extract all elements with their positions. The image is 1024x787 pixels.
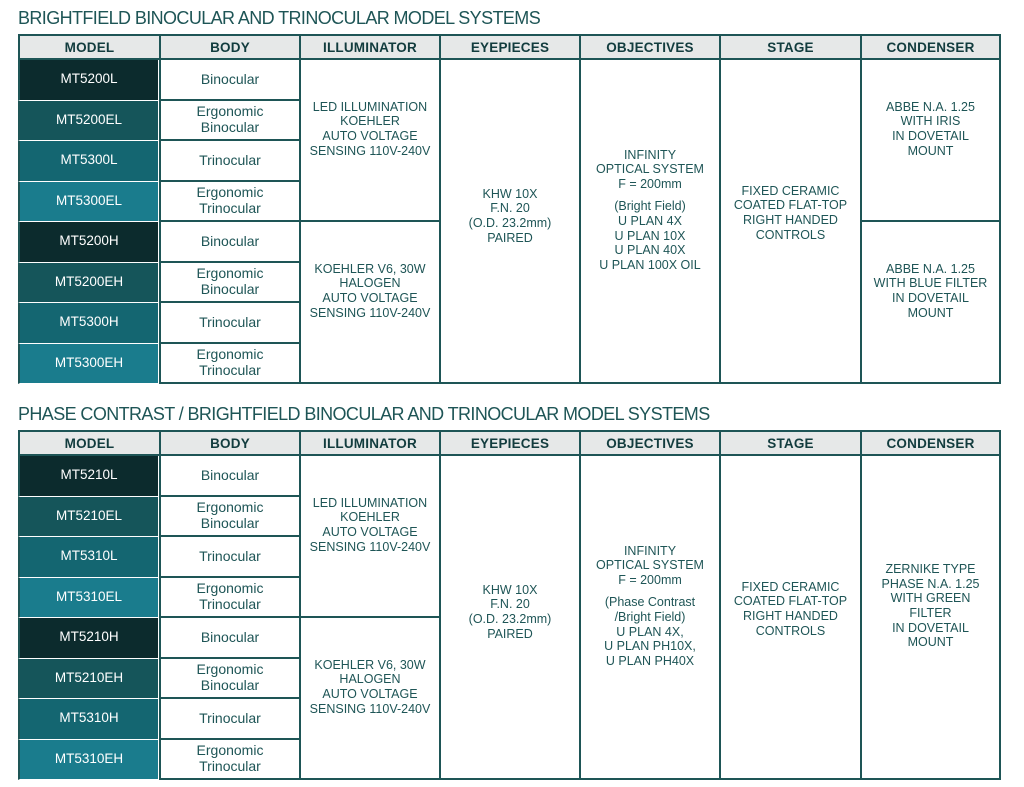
illuminator-led-cell: LED ILLUMINATION KOEHLER AUTO VOLTAGE SENSING 110V-240V [299,456,439,618]
header-body: BODY [159,34,299,60]
header-stage: STAGE [719,430,860,456]
model-cell: MT5310H [18,699,159,740]
body-cell: Trinocular [159,141,299,182]
header-model: MODEL [18,430,159,456]
model-cell: MT5210H [18,618,159,659]
brightfield-spec-table [18,34,1001,384]
model-cell: MT5300L [18,141,159,182]
section-title-brightfield: BRIGHTFIELD BINOCULAR AND TRINOCULAR MODEL SYSTEMS [18,8,541,28]
header-objectives: OBJECTIVES [579,34,719,60]
body-cell: Ergonomic Binocular [159,101,299,142]
body-cell: Binocular [159,618,299,659]
eyepieces-cell: KHW 10X F.N. 20 (O.D. 23.2mm) PAIRED [439,456,579,780]
condenser-iris-cell: ABBE N.A. 1.25 WITH IRIS IN DOVETAIL MOUNT [860,60,1001,222]
header-model: MODEL [18,34,159,60]
body-cell: Ergonomic Binocular [159,263,299,304]
body-cell: Ergonomic Trinocular [159,344,299,385]
objectives-system: INFINITY OPTICAL SYSTEM F = 200mm [596,543,704,587]
body-cell: Ergonomic Binocular [159,497,299,538]
model-cell: MT5310L [18,537,159,578]
header-illuminator: ILLUMINATOR [299,430,439,456]
model-cell: MT5200EL [18,101,159,142]
model-cell: MT5210EL [18,497,159,538]
model-cell: MT5300EL [18,182,159,223]
stage-cell: FIXED CERAMIC COATED FLAT-TOP RIGHT HANDED CONTROLS [719,456,860,780]
stage-cell: FIXED CERAMIC COATED FLAT-TOP RIGHT HANDED CONTROLS [719,60,860,384]
condenser-blue-filter-cell: ABBE N.A. 1.25 WITH BLUE FILTER IN DOVETAIL MOUNT [860,222,1001,384]
body-cell: Trinocular [159,699,299,740]
body-cell: Binocular [159,60,299,101]
model-cell: MT5300EH [18,344,159,385]
model-cell: MT5310EH [18,740,159,781]
header-condenser: CONDENSER [860,430,1001,456]
body-cell: Ergonomic Trinocular [159,740,299,781]
model-cell: MT5310EL [18,578,159,619]
illuminator-halogen-cell: KOEHLER V6, 30W HALOGEN AUTO VOLTAGE SENSING 110V-240V [299,222,439,384]
section-title-phase-contrast: PHASE CONTRAST / BRIGHTFIELD BINOCULAR AND TRINOCULAR MODEL SYSTEMS [18,404,710,424]
model-cell: MT5200EH [18,263,159,304]
body-cell: Binocular [159,456,299,497]
body-cell: Ergonomic Binocular [159,659,299,700]
model-cell: MT5200H [18,222,159,263]
illuminator-halogen-cell: KOEHLER V6, 30W HALOGEN AUTO VOLTAGE SENSING 110V-240V [299,618,439,780]
header-stage: STAGE [719,34,860,60]
objectives-system: INFINITY OPTICAL SYSTEM F = 200mm [596,147,704,191]
objectives-cell [579,60,719,384]
body-cell: Ergonomic Trinocular [159,182,299,223]
phase-contrast-spec-table [18,430,1001,780]
header-illuminator: ILLUMINATOR [299,34,439,60]
header-condenser: CONDENSER [860,34,1001,60]
model-cell: MT5210EH [18,659,159,700]
eyepieces-cell: KHW 10X F.N. 20 (O.D. 23.2mm) PAIRED [439,60,579,384]
header-eyepieces: EYEPIECES [439,34,579,60]
model-cell: MT5300H [18,303,159,344]
body-cell: Trinocular [159,303,299,344]
objectives-list: (Bright Field) U PLAN 4X U PLAN 10X U PLAN 40X U PLAN 100X OIL [599,199,701,272]
model-cell: MT5210L [18,456,159,497]
body-cell: Trinocular [159,537,299,578]
model-cell: MT5200L [18,60,159,101]
header-body: BODY [159,430,299,456]
illuminator-led-cell: LED ILLUMINATION KOEHLER AUTO VOLTAGE SENSING 110V-240V [299,60,439,222]
header-eyepieces: EYEPIECES [439,430,579,456]
condenser-zernike-cell: ZERNIKE TYPE PHASE N.A. 1.25 WITH GREEN FILTER IN DOVETAIL MOUNT [860,456,1001,780]
body-cell: Ergonomic Trinocular [159,578,299,619]
objectives-list: (Phase Contrast /Bright Field) U PLAN 4X, U PLAN PH10X, U PLAN PH40X [604,595,696,668]
body-cell: Binocular [159,222,299,263]
objectives-cell [579,456,719,780]
header-objectives: OBJECTIVES [579,430,719,456]
